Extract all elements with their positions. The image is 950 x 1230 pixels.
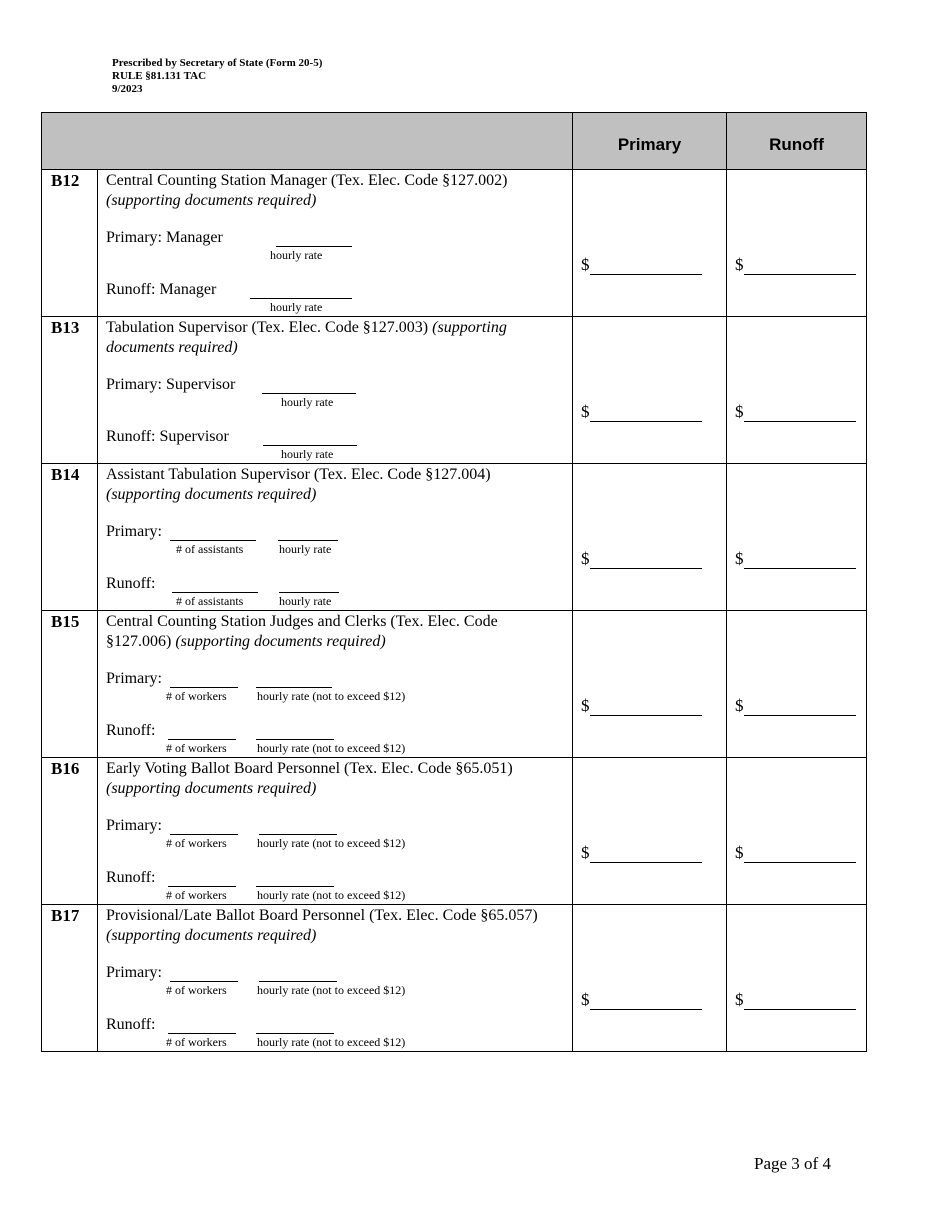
runoff-hourly-rate-blank[interactable] — [250, 281, 352, 299]
primary-column-header: Primary — [573, 113, 727, 170]
hourly-rate-caption: hourly rate — [281, 395, 334, 409]
runoff-label: Runoff: — [106, 1016, 156, 1033]
row-description — [98, 170, 573, 317]
runoff-amount-cell — [727, 464, 867, 611]
hourly-rate-caption: hourly rate — [279, 594, 332, 608]
primary-hourly-rate-blank[interactable] — [259, 964, 337, 982]
primary-workers-blank[interactable] — [170, 670, 238, 688]
runoff-workers-blank[interactable] — [168, 1016, 236, 1034]
row-description — [98, 758, 573, 905]
row-description — [98, 611, 573, 758]
hourly-rate-caption: hourly rate (not to exceed $12) — [257, 983, 406, 997]
table-header-row — [42, 113, 867, 170]
primary-amount-cell — [573, 170, 727, 317]
row-title: Provisional/Late Ballot Board Personnel (Tex. Elec. Code §65.057) (supporting documents required) — [106, 907, 538, 944]
form-rule-line: RULE §81.131 TAC — [112, 70, 207, 82]
form-prescribed-line: Prescribed by Secretary of State (Form 20-5) — [112, 57, 323, 69]
row-description — [98, 464, 573, 611]
primary-amount-cell — [573, 611, 727, 758]
hourly-rate-caption: hourly rate — [281, 447, 334, 461]
runoff-workers-blank[interactable] — [168, 869, 236, 887]
runoff-amount-field[interactable]: $ — [735, 990, 856, 1010]
row-title: Tabulation Supervisor (Tex. Elec. Code §127.003) (supporting documents required) — [106, 319, 507, 356]
primary-amount-field[interactable]: $ — [581, 696, 702, 716]
workers-caption: # of workers — [166, 836, 227, 850]
runoff-amount-cell — [727, 905, 867, 1052]
runoff-hourly-rate-blank[interactable] — [279, 575, 339, 593]
primary-amount-field[interactable]: $ — [581, 402, 702, 422]
runoff-amount-cell — [727, 170, 867, 317]
primary-assistants-blank[interactable] — [170, 523, 256, 541]
row-code: B14 — [42, 464, 98, 611]
runoff-column-header: Runoff — [727, 113, 867, 170]
runoff-hourly-rate-blank[interactable] — [256, 869, 334, 887]
row-code: B16 — [42, 758, 98, 905]
primary-amount-cell — [573, 905, 727, 1052]
row-code: B17 — [42, 905, 98, 1052]
workers-caption: # of workers — [166, 983, 227, 997]
runoff-label: Runoff: — [106, 869, 156, 886]
table-row — [42, 464, 867, 611]
table-row — [42, 611, 867, 758]
hourly-rate-caption: hourly rate — [270, 300, 323, 314]
runoff-label: Runoff: Supervisor — [106, 428, 229, 445]
hourly-rate-caption: hourly rate — [270, 248, 323, 262]
primary-amount-cell — [573, 758, 727, 905]
table-row — [42, 758, 867, 905]
runoff-amount-cell — [727, 758, 867, 905]
runoff-amount-cell — [727, 611, 867, 758]
primary-amount-cell — [573, 317, 727, 464]
hourly-rate-caption: hourly rate (not to exceed $12) — [257, 888, 406, 902]
runoff-hourly-rate-blank[interactable] — [256, 1016, 334, 1034]
assistants-caption: # of assistants — [176, 594, 244, 608]
hourly-rate-caption: hourly rate (not to exceed $12) — [257, 836, 406, 850]
row-title: Assistant Tabulation Supervisor (Tex. Elec. Code §127.004) (supporting documents required) — [106, 466, 491, 503]
assistants-caption: # of assistants — [176, 542, 244, 556]
runoff-amount-field[interactable]: $ — [735, 843, 856, 863]
table-row — [42, 905, 867, 1052]
workers-caption: # of workers — [166, 689, 227, 703]
runoff-label: Runoff: — [106, 722, 156, 739]
row-title: Early Voting Ballot Board Personnel (Tex. Elec. Code §65.051) (supporting documents required) — [106, 760, 513, 797]
primary-hourly-rate-blank[interactable] — [278, 523, 338, 541]
primary-workers-blank[interactable] — [170, 817, 238, 835]
primary-label: Primary: — [106, 670, 162, 687]
expense-table — [41, 112, 867, 1052]
primary-hourly-rate-blank[interactable] — [256, 670, 332, 688]
row-description — [98, 905, 573, 1052]
row-code: B15 — [42, 611, 98, 758]
runoff-hourly-rate-blank[interactable] — [256, 722, 334, 740]
row-code: B13 — [42, 317, 98, 464]
form-header — [112, 57, 322, 96]
hourly-rate-caption: hourly rate (not to exceed $12) — [257, 1035, 406, 1049]
runoff-amount-field[interactable]: $ — [735, 402, 856, 422]
row-code: B12 — [42, 170, 98, 317]
primary-label: Primary: — [106, 964, 162, 981]
hourly-rate-caption: hourly rate — [279, 542, 332, 556]
runoff-label: Runoff: — [106, 575, 156, 592]
runoff-assistants-blank[interactable] — [172, 575, 258, 593]
runoff-amount-field[interactable]: $ — [735, 696, 856, 716]
primary-label: Primary: Supervisor — [106, 376, 236, 393]
row-title: Central Counting Station Manager (Tex. Elec. Code §127.002) (supporting documents required) — [106, 172, 508, 209]
row-description — [98, 317, 573, 464]
primary-hourly-rate-blank[interactable] — [262, 376, 356, 394]
primary-amount-field[interactable]: $ — [581, 255, 702, 275]
runoff-amount-field[interactable]: $ — [735, 255, 856, 275]
form-date-line: 9/2023 — [112, 83, 143, 95]
runoff-amount-field[interactable]: $ — [735, 549, 856, 569]
primary-label: Primary: Manager — [106, 229, 223, 246]
primary-label: Primary: — [106, 523, 162, 540]
primary-amount-field[interactable]: $ — [581, 549, 702, 569]
primary-amount-field[interactable]: $ — [581, 990, 702, 1010]
runoff-hourly-rate-blank[interactable] — [263, 428, 357, 446]
runoff-amount-cell — [727, 317, 867, 464]
row-title: Central Counting Station Judges and Clerks (Tex. Elec. Code §127.006) (supporting documents required) — [106, 613, 498, 650]
primary-hourly-rate-blank[interactable] — [259, 817, 337, 835]
primary-amount-field[interactable]: $ — [581, 843, 702, 863]
header-blank-cell — [42, 113, 573, 170]
runoff-label: Runoff: Manager — [106, 281, 217, 298]
hourly-rate-caption: hourly rate (not to exceed $12) — [257, 741, 406, 755]
primary-label: Primary: — [106, 817, 162, 834]
workers-caption: # of workers — [166, 741, 227, 755]
workers-caption: # of workers — [166, 1035, 227, 1049]
runoff-workers-blank[interactable] — [168, 722, 236, 740]
table-row — [42, 317, 867, 464]
primary-hourly-rate-blank[interactable] — [276, 229, 352, 247]
hourly-rate-caption: hourly rate (not to exceed $12) — [257, 689, 406, 703]
primary-workers-blank[interactable] — [170, 964, 238, 982]
primary-amount-cell — [573, 464, 727, 611]
workers-caption: # of workers — [166, 888, 227, 902]
page-number: Page 3 of 4 — [754, 1154, 831, 1173]
table-row — [42, 170, 867, 317]
